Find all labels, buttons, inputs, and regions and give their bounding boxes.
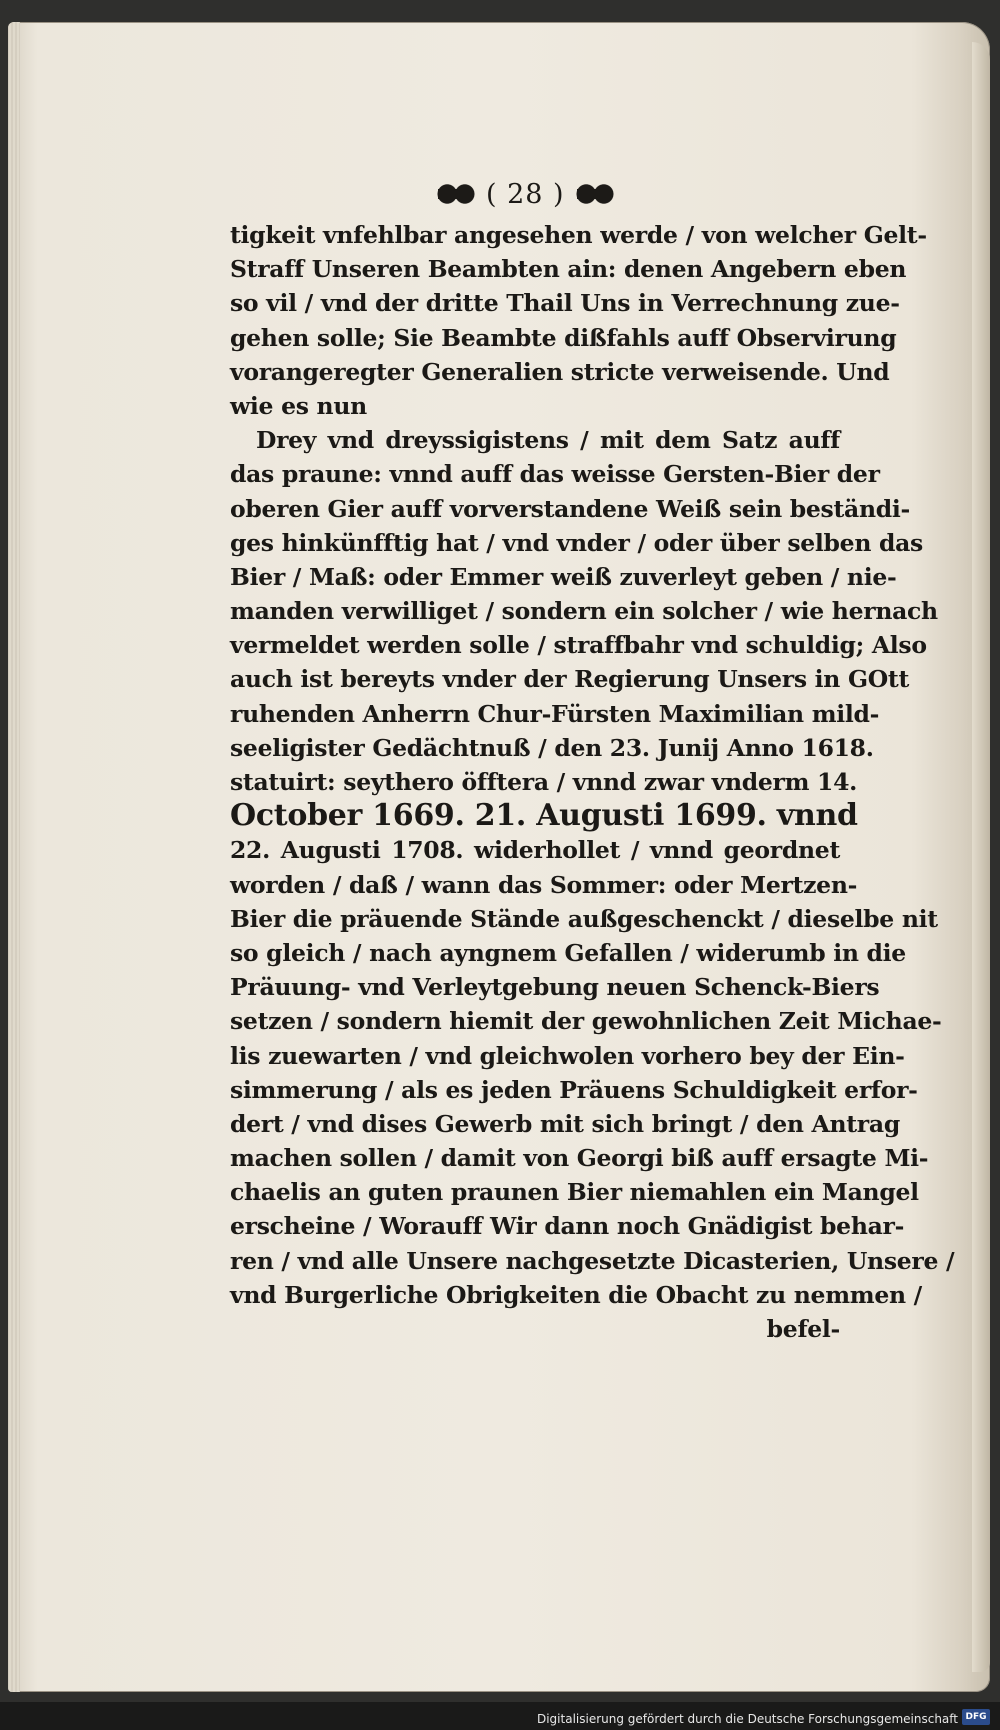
text-line: ges hinkünfftig hat / vnd vnder / oder über selben das <box>230 528 923 557</box>
catchword: befel- <box>766 1315 840 1343</box>
text-line: lis zuewarten / vnd gleichwolen vorhero bey der Ein- <box>230 1041 905 1070</box>
text-line: setzen / sondern hiemit der gewohnlichen Zeit Michae- <box>230 1007 942 1036</box>
text-line: wie es nun <box>230 391 367 420</box>
footer-strip <box>0 1702 1000 1730</box>
text-line: Bier die präuende Stände außgeschenckt / dieselbe nit <box>230 904 938 933</box>
text-line: ruhenden Anherrn Chur-Fürsten Maximilian mild- <box>230 699 880 728</box>
text-line: gehen solle; Sie Beambte dißfahls auff Observirung <box>230 323 897 352</box>
text-line: auch ist bereyts vnder der Regierung Unsers in GOtt <box>230 665 910 694</box>
text-line: vermeldet werden solle / straffbahr vnd schuldig; Also <box>230 631 927 660</box>
text-line: so gleich / nach ayngnem Gefallen / widerumb in die <box>230 938 906 967</box>
text-line: Bier / Maß: oder Emmer weiß zuverleyt geben / nie- <box>230 562 897 591</box>
page-number: ( 28 ) <box>486 178 565 210</box>
text-line: Präuung- vnd Verleytgebung neuen Schenck-Biers <box>230 973 880 1002</box>
text-line: erscheine / Worauff Wir dann noch Gnädigist behar- <box>230 1212 905 1241</box>
text-line: statuirt: seythero öfftera / vnnd zwar vnderm 14. <box>230 768 858 796</box>
page-header <box>434 176 617 212</box>
text-line: chaelis an guten praunen Bier niemahlen ein Mangel <box>230 1178 919 1207</box>
text-line: 22. Augusti 1708. widerhollet / vnnd geordnet <box>230 836 840 865</box>
dfg-credit: Digitalisierung gefördert durch die Deutsche Forschungsgemeinschaft <box>536 1712 958 1726</box>
right-ornament-icon <box>573 181 617 207</box>
text-line: vnd Burgerliche Obrigkeiten die Obacht zu nemmen / <box>230 1280 922 1309</box>
text-line: ren / vnd alle Unsere nachgesetzte Dicasterien, Unsere / <box>230 1246 955 1275</box>
text-line: dert / vnd dises Gewerb mit sich bringt / den Antrag <box>230 1109 900 1138</box>
body-text <box>230 218 955 1346</box>
text-line: Drey vnd dreyssigistens / mit dem Satz auff <box>256 426 840 455</box>
page-edge-left <box>8 22 20 1692</box>
text-line: worden / daß / wann das Sommer: oder Mertzen- <box>230 870 858 899</box>
text-line: seeligister Gedächtnuß / den 23. Junij Anno 1618. <box>230 733 874 762</box>
text-line: October 1669. 21. Augusti 1699. vnnd <box>230 798 858 834</box>
text-line: das praune: vnnd auff das weisse Gersten-Bier der <box>230 460 880 489</box>
text-line: manden verwilliget / sondern ein solcher / wie hernach <box>230 597 938 626</box>
text-line: machen sollen / damit von Georgi biß auff ersagte Mi- <box>230 1144 929 1173</box>
left-ornament-icon <box>434 181 478 207</box>
text-line: oberen Gier auff vorverstandene Weiß sein beständi- <box>230 494 910 523</box>
page-edge-right <box>972 42 990 1672</box>
text-line: simmerung / als es jeden Präuens Schuldigkeit erfor- <box>230 1075 918 1104</box>
text-line: vorangeregter Generalien stricte verweisende. Und <box>230 357 890 386</box>
text-line: Straff Unseren Beambten ain: denen Angebern eben <box>230 255 907 284</box>
dfg-logo-icon: DFG <box>962 1709 990 1725</box>
text-line: tigkeit vnfehlbar angesehen werde / von welcher Gelt- <box>230 221 927 249</box>
text-line: so vil / vnd der dritte Thail Uns in Verrechnung zue- <box>230 289 900 318</box>
